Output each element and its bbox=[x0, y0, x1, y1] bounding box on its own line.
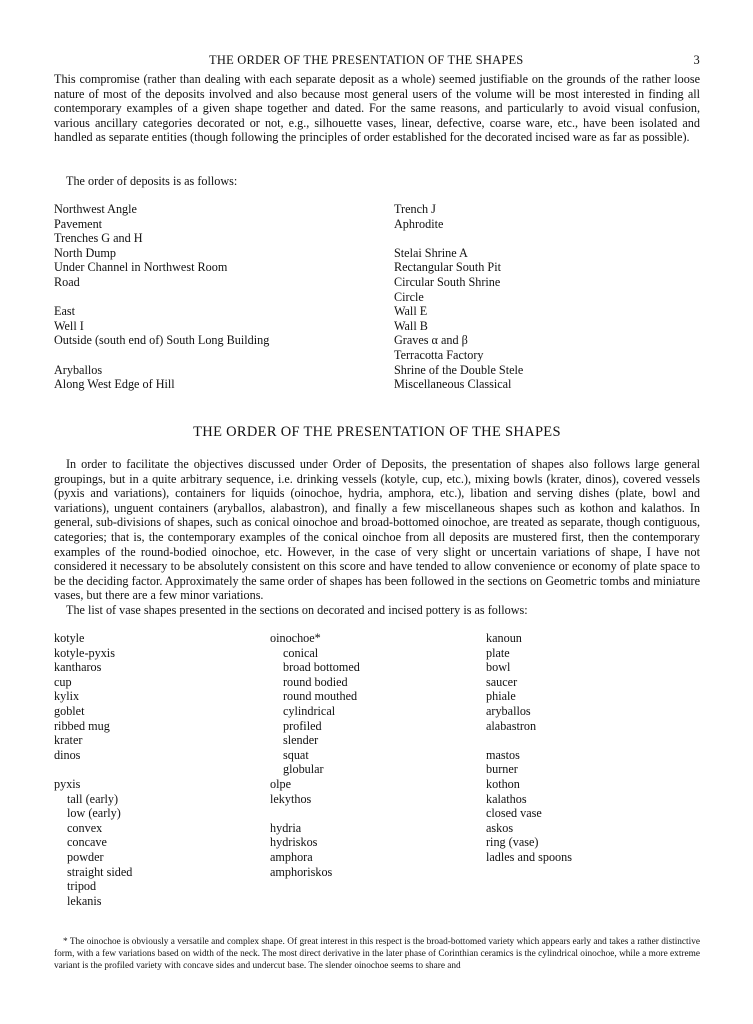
deposit-item: Trench J bbox=[394, 202, 436, 216]
deposit-item: Miscellaneous Classical bbox=[394, 377, 512, 392]
shape-subitem: lekanis bbox=[67, 893, 102, 908]
deposit-item: Well I bbox=[54, 318, 84, 333]
deposit-item: Terracotta Factory bbox=[394, 347, 484, 362]
deposit-item: Shrine of the Double Stele bbox=[394, 362, 524, 377]
deposit-item: Under Channel in Northwest Room bbox=[54, 260, 228, 275]
list-spacer bbox=[486, 733, 572, 748]
deposits-lead: The order of deposits is as follows: bbox=[66, 174, 238, 188]
deposit-item: Outside (south end of) South Long Building bbox=[54, 333, 270, 348]
shape-item: kylix bbox=[54, 689, 80, 704]
shape-item: hydriskos bbox=[270, 835, 318, 850]
footnote: * The oinochoe is obviously a versatile and complex shape. Of great interest in this respect is the broad-bottomed variety which appears early and takes a rather distinctive form, with a few variations based on width of the neck. The most direct derivative in the later phase of Corinthian ceramics is the cylindrical oinochoe, while a more extreme variant is the profiled variety with concave sides and undercut base. The slender oinochoe seems to share and bbox=[54, 937, 700, 972]
intro-paragraph: This compromise (rather than dealing with each separate deposit as a whole) seemed justifiable on the grounds of the rather loose nature of most of the deposits involved and also because most general users of the volume will be most interested in finding all contemporary examples of a given shape together and dated. For the same reasons, and particularly to avoid visual confusion, various ancillary categories decorated or not, e.g., silhouette vases, linear, defective, coarse ware, etc., have been isolated and handled as separate entities (though following the principles of order established for the decorated incised ware as far as possible). bbox=[54, 72, 700, 145]
shape-subitem: low (early) bbox=[67, 806, 121, 821]
shape-item: kotyle bbox=[54, 631, 85, 645]
shape-subitem: profiled bbox=[283, 718, 322, 733]
list-spacer bbox=[394, 231, 523, 246]
shape-item: pyxis bbox=[54, 776, 81, 791]
shape-item: closed vase bbox=[486, 806, 542, 821]
list-spacer bbox=[270, 806, 360, 821]
shape-subitem: squat bbox=[283, 747, 309, 762]
deposit-item: North Dump bbox=[54, 245, 116, 260]
shape-item: lekythos bbox=[270, 791, 312, 806]
shape-subitem: round bodied bbox=[283, 674, 348, 689]
shapes-list-drinking-mixing-covered bbox=[54, 631, 132, 908]
shape-item: mastos bbox=[486, 747, 520, 762]
shape-subitem: tripod bbox=[67, 879, 97, 894]
shapes-list-liquid-containers bbox=[270, 631, 360, 879]
shape-item: dinos bbox=[54, 747, 81, 762]
shape-item: alabastron bbox=[486, 718, 537, 733]
shape-item: ring (vase) bbox=[486, 835, 539, 850]
shape-item: amphoriskos bbox=[270, 864, 333, 879]
shape-subitem: cylindrical bbox=[283, 703, 336, 718]
shape-item: olpe bbox=[270, 776, 291, 791]
shape-item: hydria bbox=[270, 820, 302, 835]
list-spacer bbox=[54, 348, 269, 363]
deposit-item: Pavement bbox=[54, 216, 103, 231]
running-title: THE ORDER OF THE PRESENTATION OF THE SHAPES bbox=[209, 53, 524, 67]
shape-subitem: straight sided bbox=[67, 864, 133, 879]
shape-item: aryballos bbox=[486, 703, 531, 718]
shape-item: kalathos bbox=[486, 791, 527, 806]
deposit-item: Graves α and β bbox=[394, 333, 468, 348]
shape-subitem: round mouthed bbox=[283, 689, 358, 704]
deposit-item: Circle bbox=[394, 289, 424, 304]
shapes-lead: The list of vase shapes presented in the sections on decorated and incised pottery is as follows: bbox=[66, 603, 528, 617]
shape-subitem: slender bbox=[283, 733, 319, 748]
shape-item: kothon bbox=[486, 776, 520, 791]
deposit-item: Wall B bbox=[394, 318, 428, 333]
shape-item: ribbed mug bbox=[54, 718, 110, 733]
deposit-item: Northwest Angle bbox=[54, 202, 137, 216]
shape-subitem: concave bbox=[67, 835, 107, 850]
list-spacer bbox=[54, 290, 269, 305]
deposit-item: Rectangular South Pit bbox=[394, 260, 501, 275]
shape-item: cup bbox=[54, 674, 72, 689]
shape-item: goblet bbox=[54, 703, 85, 718]
deposit-item: Road bbox=[54, 274, 80, 289]
shape-subitem: conical bbox=[283, 645, 319, 660]
shape-item: plate bbox=[486, 645, 510, 660]
section-heading: THE ORDER OF THE PRESENTATION OF THE SHAPES bbox=[193, 424, 561, 440]
deposit-item: Circular South Shrine bbox=[394, 274, 501, 289]
deposit-item: Wall E bbox=[394, 304, 428, 319]
shape-subitem: broad bottomed bbox=[283, 660, 360, 675]
shape-subitem: convex bbox=[67, 820, 103, 835]
page-number: 3 bbox=[693, 53, 700, 67]
deposit-item: Aryballos bbox=[54, 362, 103, 377]
shape-item: saucer bbox=[486, 674, 518, 689]
deposit-item: Stelai Shrine A bbox=[394, 245, 468, 260]
shape-item: burner bbox=[486, 762, 518, 777]
shape-item: oinochoe* bbox=[270, 631, 321, 645]
shape-item: amphora bbox=[270, 849, 313, 864]
shape-subitem: powder bbox=[67, 849, 104, 864]
shape-item: askos bbox=[486, 820, 514, 835]
shapes-list-dishes-misc bbox=[486, 631, 572, 865]
shape-subitem: tall (early) bbox=[67, 791, 119, 806]
shapes-paragraph: In order to facilitate the objectives discussed under Order of Deposits, the presentation of shapes also follows large general groupings, but in a quite arbitrary sequence, i.e. drinking vessels (kotyle, cup, etc.), mixing bowls (krater, dinos), covered vessels (pyxis and variations), containers for liquids (oinochoe, hydria, amphora, etc.), libation and serving dishes (plate, bowl and variations), unguent containers (aryballos, alabastron), and finally a few miscellaneous shapes such as kothon and kalathos. In general, sub-divisions of shapes, such as conical oinochoe and broad-bottomed oinochoe, are treated as separate, though contiguous, categories; that is, the contemporary examples of the conical oinchoe from all deposits are mustered first, then the contemporary examples of the round-bodied oinochoe, etc. However, in the case of very slight or uncertain variations of shape, I have not considered it necessary to be absolutely consistent on this score and have tended to allow convenience or economy of plate space to be the deciding factor. Approximately the same order of shapes has been followed in the sections on Geometric tombs and miniature vases, but there are a few minor variations. bbox=[54, 457, 700, 603]
deposits-list-left bbox=[54, 202, 269, 392]
deposit-item: Aphrodite bbox=[394, 216, 444, 231]
deposit-item: Trenches G and H bbox=[54, 231, 143, 246]
deposits-list-right bbox=[394, 202, 523, 392]
shape-item: bowl bbox=[486, 660, 511, 675]
shape-subitem: globular bbox=[283, 762, 324, 777]
deposit-item: Along West Edge of Hill bbox=[54, 377, 175, 392]
shape-item: kantharos bbox=[54, 660, 102, 675]
deposit-item: East bbox=[54, 304, 75, 319]
shape-item: phiale bbox=[486, 689, 516, 704]
shape-item: ladles and spoons bbox=[486, 849, 572, 864]
shape-item: krater bbox=[54, 733, 83, 748]
shape-item: kanoun bbox=[486, 631, 522, 645]
shape-item: kotyle-pyxis bbox=[54, 645, 115, 660]
list-spacer bbox=[54, 762, 132, 777]
